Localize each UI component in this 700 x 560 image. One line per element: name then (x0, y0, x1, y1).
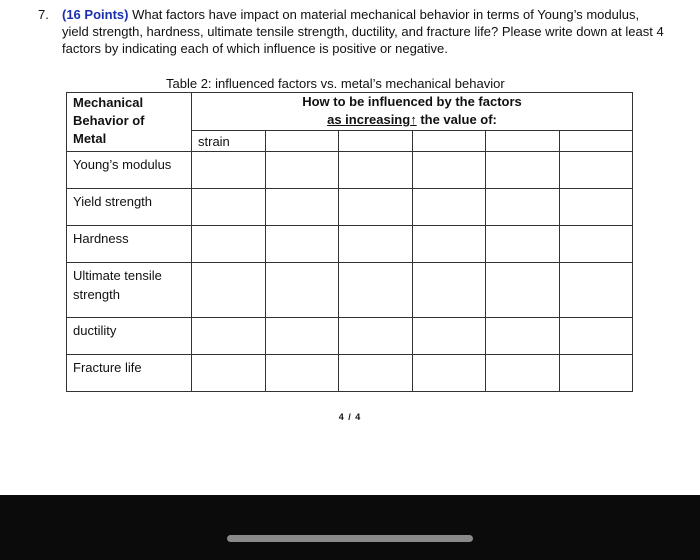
table-row (67, 355, 633, 392)
column-title-line (192, 111, 632, 129)
table-cell (339, 263, 413, 318)
question-points: (16 Points) (62, 7, 129, 22)
table-cell (413, 152, 486, 189)
table-cell (339, 226, 413, 263)
factor-column-header (486, 131, 560, 152)
table-header-row (67, 93, 633, 131)
bottom-system-bar (0, 495, 700, 560)
row-label: Ultimate tensile strength (67, 263, 192, 318)
row-label: Hardness (67, 226, 192, 263)
factor-column-header (560, 131, 633, 152)
table-caption: Table 2: influenced factors vs. metal’s mechanical behavior (166, 76, 505, 91)
question-number: 7. (38, 7, 49, 22)
table-cell (560, 318, 633, 355)
table-cell (486, 152, 560, 189)
factor-column-header: strain (192, 131, 266, 152)
table-cell (266, 226, 339, 263)
column-title-line2-text: as increasing (327, 112, 411, 127)
table-cell (266, 263, 339, 318)
table-cell (339, 355, 413, 392)
table-cell (413, 355, 486, 392)
table-cell (560, 152, 633, 189)
table-row (67, 152, 633, 189)
table-cell (192, 355, 266, 392)
table-cell (339, 189, 413, 226)
factor-column-header (339, 131, 413, 152)
table-cell (413, 263, 486, 318)
home-indicator[interactable] (227, 535, 473, 542)
table-cell (266, 318, 339, 355)
table-cell (486, 189, 560, 226)
table-cell (266, 152, 339, 189)
column-title-line: How to be influenced by the factors (302, 94, 522, 109)
table-cell (192, 263, 266, 318)
table-cell (413, 226, 486, 263)
question-block (38, 6, 668, 57)
row-header-line: Mechanical (73, 95, 144, 110)
column-title-line2-suffix: the value of: (416, 112, 497, 127)
table-row (67, 226, 633, 263)
table-cell (192, 152, 266, 189)
question-text-block (62, 6, 668, 57)
page-indicator: 4 / 4 (338, 412, 362, 422)
table-cell (486, 318, 560, 355)
table-cell (192, 318, 266, 355)
factor-column-header (413, 131, 486, 152)
row-header-cell (67, 93, 192, 152)
table-cell (486, 263, 560, 318)
table-cell (266, 189, 339, 226)
row-label: Fracture life (67, 355, 192, 392)
row-header-line: Metal (73, 131, 107, 146)
table-row (67, 318, 633, 355)
table-cell (560, 263, 633, 318)
table-cell (560, 189, 633, 226)
table-cell (192, 226, 266, 263)
table-cell (339, 152, 413, 189)
table-cell (413, 318, 486, 355)
table-row (67, 189, 633, 226)
table-cell (560, 355, 633, 392)
table-cell (339, 318, 413, 355)
factor-column-header (266, 131, 339, 152)
table-cell (486, 355, 560, 392)
question-text: What factors have impact on material mechanical behavior in terms of Young’s modulus, yield strength, hardness, ultimate tensile strength, ductility, and fracture life? Please write down at least 4 factors by indicating each of which influence is positive or negative. (62, 7, 664, 56)
row-label: Yield strength (67, 189, 192, 226)
up-arrow-icon: ↑ (410, 112, 417, 127)
table-row (67, 263, 633, 318)
table-cell (486, 226, 560, 263)
table-cell (413, 189, 486, 226)
row-label: ductility (67, 318, 192, 355)
row-label: Young’s modulus (67, 152, 192, 189)
column-title-cell (192, 93, 633, 131)
table-cell (560, 226, 633, 263)
table-cell (266, 355, 339, 392)
table-cell (192, 189, 266, 226)
factors-table (66, 92, 633, 392)
row-header-line: Behavior of (73, 113, 145, 128)
